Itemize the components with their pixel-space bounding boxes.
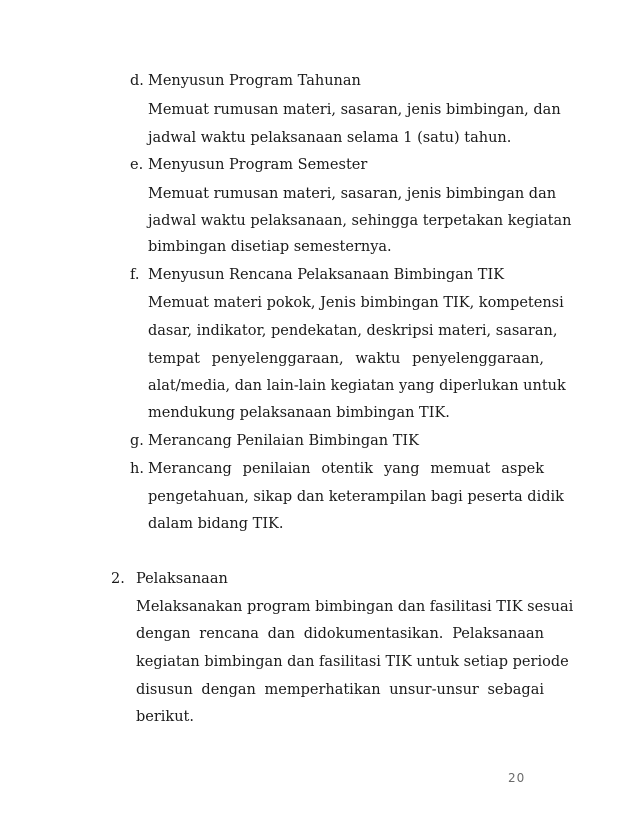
item-d-line-1: Memuat rumusan materi, sasaran, jenis bimbingan, dan xyxy=(148,102,561,118)
item-d-heading: Menyusun Program Tahunan xyxy=(148,73,361,89)
page-number: 20 xyxy=(508,771,526,785)
item-e-line-2: jadwal waktu pelaksanaan, sehingga terpetakan kegiatan xyxy=(148,213,572,229)
section-2-line-5: berikut. xyxy=(136,709,194,725)
item-f-marker: f. xyxy=(130,267,140,283)
item-f-line-4: alat/media, dan lain-lain kegiatan yang diperlukan untuk xyxy=(148,378,566,394)
item-e-line-1: Memuat rumusan materi, sasaran, jenis bimbingan dan xyxy=(148,186,557,202)
item-h-line-1: Merancang penilaian otentik yang memuat aspek xyxy=(148,461,544,477)
section-2-line-4: disusun dengan memperhatikan unsur-unsur sebagai xyxy=(136,682,544,698)
item-h-marker: h. xyxy=(130,461,144,477)
item-e-heading: Menyusun Program Semester xyxy=(148,157,368,173)
section-2-line-3: kegiatan bimbingan dan fasilitasi TIK untuk setiap periode xyxy=(136,654,569,670)
item-f-line-1: Memuat materi pokok, Jenis bimbingan TIK, kompetensi xyxy=(148,295,564,311)
item-g-marker: g. xyxy=(130,433,144,449)
section-2-line-2: dengan rencana dan didokumentasikan. Pelaksanaan xyxy=(136,626,544,642)
item-f-line-2: dasar, indikator, pendekatan, deskripsi materi, sasaran, xyxy=(148,323,558,339)
item-h-line-3: dalam bidang TIK. xyxy=(148,516,284,532)
section-2-heading: Pelaksanaan xyxy=(136,571,228,587)
item-f-line-5: mendukung pelaksanaan bimbingan TIK. xyxy=(148,405,450,421)
item-h-line-2: pengetahuan, sikap dan keterampilan bagi peserta didik xyxy=(148,489,564,505)
item-g-heading: Merancang Penilaian Bimbingan TIK xyxy=(148,433,419,449)
item-f-line-3: tempat penyelenggaraan, waktu penyelenggaraan, xyxy=(148,351,544,367)
item-f-heading: Menyusun Rencana Pelaksanaan Bimbingan TIK xyxy=(148,267,505,283)
item-d-marker: d. xyxy=(130,73,144,89)
section-2-marker: 2. xyxy=(111,571,125,587)
item-e-line-3: bimbingan disetiap semesternya. xyxy=(148,239,392,255)
section-2-line-1: Melaksanakan program bimbingan dan fasilitasi TIK sesuai xyxy=(136,599,574,615)
item-e-marker: e. xyxy=(130,157,144,173)
item-d-line-2: jadwal waktu pelaksanaan selama 1 (satu) tahun. xyxy=(148,130,512,146)
